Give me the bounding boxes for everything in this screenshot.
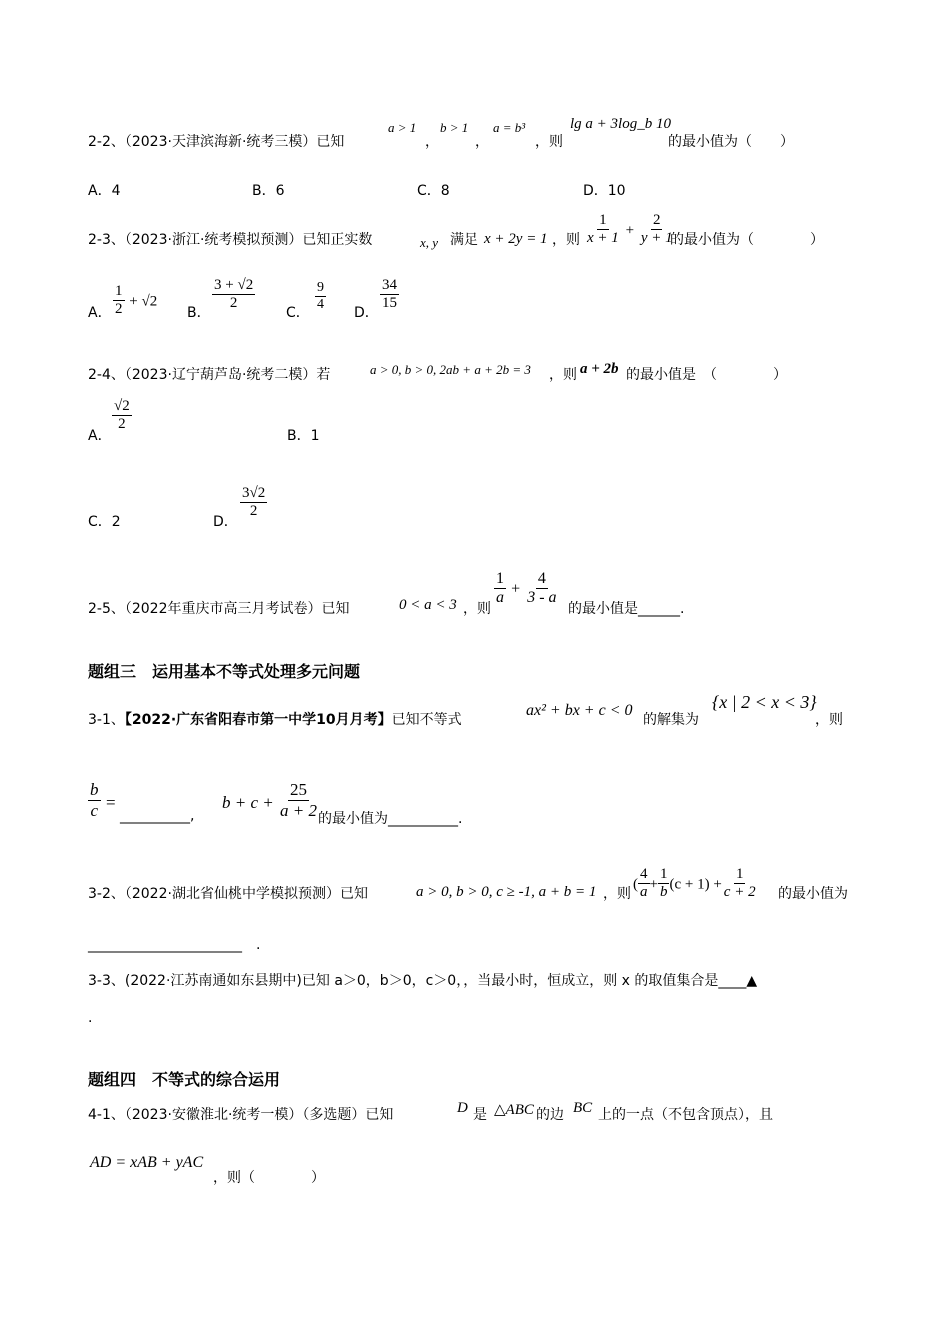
question-2-2 [88, 131, 344, 151]
q24-option-c[interactable]: C．2 [88, 514, 121, 530]
q23-sum: $\frac{1}{x + 1}$ + $\frac{2}{y + 1}$ [587, 212, 673, 247]
q24-tail: 的最小值是 （ ） [626, 367, 787, 383]
section-3-title: 题组三 运用基本不等式处理多元问题 [88, 662, 361, 681]
q33-period: . [88, 1010, 93, 1026]
q22-tail: 的最小值为（ ） [668, 134, 794, 150]
q31-tail[interactable]: 的最小值为__________. [318, 811, 463, 827]
q25-label: 2-5、（2022年重庆市高三月考试卷）已知 [88, 601, 350, 617]
q22-label: 2-2、（2023·天津滨海新·统考三模）已知 [88, 134, 345, 150]
q41-rest: 上的一点（不包含顶点），且 [598, 1107, 773, 1123]
q24-expr: a + 2b [580, 361, 619, 377]
q25-cond: 0 < a < 3 [399, 597, 457, 613]
q41-point: D [457, 1100, 468, 1116]
q23-option-a-value: $\frac{1}{2}$ + √2 [115, 283, 158, 318]
q31-equals: = [106, 793, 116, 812]
q23-option-b-value: $\frac{3 + √2}{2}$ [214, 277, 254, 312]
q33-text: 3-3、(2022·江苏南通如东县期中)已知 a＞0，b＞0，c＞0，，当最小时，恒成立，则 x 的取值集合是 [88, 973, 719, 989]
q22-option-b[interactable]: B．6 [252, 183, 285, 199]
q32-cond: a > 0, b > 0, c ≥ -1, a + b = 1 [416, 884, 597, 900]
q25-tail: 的最小值是______. [568, 601, 685, 617]
q31-known: 已知不等式 [391, 712, 462, 728]
q41-label: 4-1、（2023·安徽淮北·统考一模）（多选题）已知 [88, 1107, 394, 1123]
q23-tail: 的最小值为（ ） [670, 232, 824, 248]
q41-is: 是 [473, 1107, 487, 1123]
q32-then: ，则 [603, 886, 631, 902]
q23-then: ，则 [552, 232, 580, 248]
q31-label: 3-1、 [88, 712, 125, 728]
q31-solution: 的解集为 [643, 712, 699, 728]
q23-cond: x + 2y = 1 [484, 231, 548, 247]
q24-label: 2-4、（2023·辽宁葫芦岛·统考二模）若 [88, 367, 331, 383]
q22-then: ，则 [535, 134, 563, 150]
q23-vars: x, y [420, 235, 439, 250]
q22-cond-a: a > 1 [388, 120, 417, 135]
question-4-1 [88, 1104, 393, 1124]
q25-then: ，则 [463, 601, 491, 617]
q41-vector: AD = xAB + yAC [90, 1154, 204, 1171]
q41-triangle: △ABC [494, 1102, 534, 1118]
q23-option-d-value: $\frac{34}{15}$ [382, 277, 397, 312]
question-2-5 [88, 598, 350, 618]
q22-option-c[interactable]: C．8 [417, 183, 450, 199]
q24-option-d-value: $\frac{3√2}{2}$ [242, 485, 266, 520]
q31-blank-1[interactable]: __________, [120, 808, 195, 824]
q22-expr: lg a + 3log_b 10 [570, 116, 671, 132]
q23-label: 2-3、（2023·浙江·统考模拟预测）已知正实数 [88, 232, 373, 248]
q31-fraction: $\frac{25}{a + 2}$ [280, 780, 317, 820]
q33-blank[interactable]: ____▲ [718, 973, 758, 989]
q23-option-c[interactable]: C． [286, 305, 310, 321]
q23-option-a[interactable]: A． [88, 305, 112, 321]
question-3-2 [88, 883, 368, 903]
q23-option-d[interactable]: D． [354, 305, 379, 321]
q23-option-c-value: $\frac{9}{4}$ [317, 280, 324, 313]
q31-inequality: ax² + bx + c < 0 [526, 702, 633, 719]
q31-then: ，则 [815, 712, 843, 728]
q22-cond-b: b > 1 [440, 120, 469, 135]
q31-ratio: $\frac{b}{c}$ [90, 780, 99, 820]
q22-option-d[interactable]: D．10 [583, 183, 626, 199]
q24-option-b[interactable]: B．1 [287, 428, 320, 444]
q32-label: 3-2、（2022·湖北省仙桃中学模拟预测）已知 [88, 886, 368, 902]
q32-answer-line[interactable]: ______________________ . [88, 937, 261, 953]
q24-cond: a > 0, b > 0, 2ab + a + 2b = 3 [370, 362, 531, 377]
q22-option-a[interactable]: A．4 [88, 183, 121, 199]
q31-expr: b + c + [222, 793, 274, 812]
section-4-title: 题组四 不等式的综合运用 [88, 1070, 281, 1089]
question-2-4 [88, 364, 330, 384]
q41-tail: ，则（ ） [213, 1170, 325, 1186]
q24-option-a[interactable]: A． [88, 428, 112, 444]
q31-set: {x | 2 < x < 3} [712, 692, 817, 712]
q22-cond-c: a = b³ [493, 120, 526, 135]
question-3-3 [88, 970, 757, 990]
q23-satisfy: 满足 [450, 232, 478, 248]
q24-option-a-value: $\frac{√2}{2}$ [114, 398, 130, 433]
q32-tail: 的最小值为 [778, 886, 848, 902]
q24-then: ，则 [549, 367, 577, 383]
q41-bc: BC [573, 1100, 593, 1116]
question-2-3 [88, 229, 372, 249]
document-page: 2-2、（2023·天津滨海新·统考三模）已知 a > 1 ， b > 1 ， a = b³ ，则 lg a + 3log_b 10 的最小值为（ ） A．4 B．6 C．8 D．10 2-3、（2023·浙江·统考模拟预测）已知正实数 x, y 满足 x + 2y = 1 ，则 $\frac{1}{x + 1}$ + $\frac{2}{y + 1}$ 的最小值为（ ） A． $\frac{1}{2}$ + √2 B． $\frac{3 + √2}{2}$ C． $\frac{9}{4}$ D． $\frac{34}{15}$ 2-4、（2023·辽宁葫芦岛·统考二模）若 a > 0, b > 0, 2ab + a + 2b = 3 ，则 a + 2b 的最小值是 （ ） A． $\frac{√2}{2}$ B．1 C．2 D． $\frac{3√2}{2}$ 2-5、（2022年重庆市高三月考试卷）已知 0 < a < 3 ，则 $\frac{1}{a}$ + $\frac{4}{3 - a}$ 的最小值是______. 题组三 运用基本不等式处理多元问题 3-1、【2022·广东省阳春市第一中学10月月考】已知不等式 ax² + bx + c < 0 的解集为 {x | 2 < x < 3} ，则 $\frac{b}{c}$ = __________, b + c + $\frac{25}{a + 2}$ 的最小值为__________. 3-2、（2022·湖北省仙桃中学模拟预测）已知 a > 0, b > 0, c ≥ -1, a + b = 1 ，则 ( $\frac{4}{a}$ + $\frac{1}{b}$ (c + 1) + $\frac{1}{c + 2}$ 的最小值为 ______________________ . 3-3、(2022·江苏南通如东县期中)已知 a＞0，b＞0，c＞0，，当最小时，恒成立，则 x 的取值集合是____▲ . 题组四 不等式的综合运用 4-1、（2023·安徽淮北·统考一模）（多选题）已知 D 是 △ABC 的边 BC 上的一点（不包含顶点），且 AD = xAB + yAC ，则（ ） [88, 116, 848, 1186]
q41-edge: 的边 [536, 1107, 564, 1123]
q32-expr: ( $\frac{4}{a}$ + $\frac{1}{b}$ (c + 1) + $\frac{1}{c + 2}$ [633, 866, 756, 901]
q25-sum: $\frac{1}{a}$ + $\frac{4}{3 - a}$ [496, 570, 557, 607]
question-3-1 [88, 709, 462, 729]
q31-source: 【2022·广东省阳春市第一中学10月月考】 [124, 712, 392, 728]
q24-option-d[interactable]: D． [213, 514, 238, 530]
q23-option-b[interactable]: B． [187, 305, 211, 321]
